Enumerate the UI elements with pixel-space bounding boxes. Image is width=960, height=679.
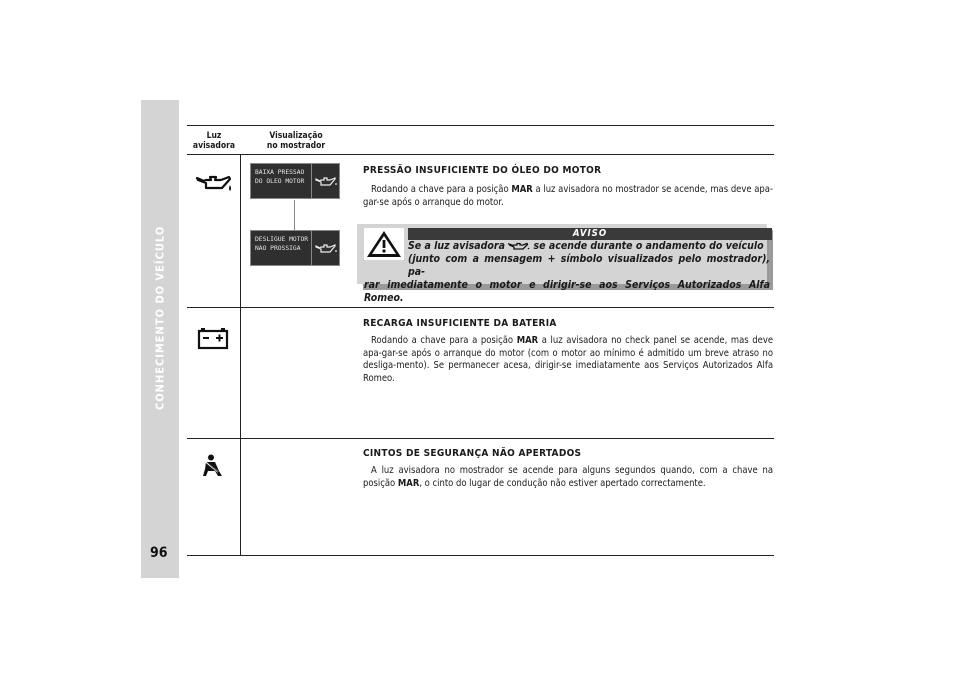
col-header-line: Luz	[206, 131, 222, 141]
display-oil-pressure	[250, 163, 340, 199]
col-header-display	[260, 131, 332, 151]
row-divider	[187, 438, 774, 439]
aviso-line: rar imediatamente o motor e dirigir-se aos Serviços Autorizados Alfa Romeo.	[364, 279, 770, 304]
display-message: DESLIGUE MOTOR NAO PROSSIGA	[255, 236, 309, 252]
aviso-heading: AVISO	[408, 228, 772, 240]
table-bottom-rule	[187, 555, 774, 556]
oil-can-icon	[508, 241, 530, 251]
aviso-text	[364, 240, 770, 305]
oil-can-icon	[311, 231, 339, 265]
seatbelt-icon	[196, 454, 236, 478]
aviso-line	[364, 240, 770, 253]
body-text: Rodando a chave para a posição	[371, 335, 517, 346]
section-body-battery	[363, 335, 773, 385]
display-stop-engine	[250, 230, 340, 266]
col-header-line: no mostrador	[266, 141, 326, 151]
section-title-battery: RECARGA INSUFICIENTE DA BATERIA	[363, 318, 557, 329]
body-text: Rodando a chave para a posição	[371, 184, 512, 195]
body-text: a luz avisadora no check panel se acende, mas deve apa-gar-se após o arranque do motor (com o motor ao mínimo é admitido um breve atraso no desliga-mento). Se permanecer acesa, dirigir-se imediatamente aos Serviços Autorizados Alfa Romeo.	[363, 335, 774, 384]
body-text: a luz avisadora no mostrador se acende, mas deve apa-gar-se após o arranque do motor.	[363, 184, 773, 208]
page-number: 96	[150, 545, 168, 561]
table-top-rule	[187, 125, 774, 126]
table-header-rule	[187, 154, 774, 155]
aviso-text-part: Se a luz avisadora	[408, 240, 509, 252]
oil-can-icon	[194, 172, 234, 196]
sidebar	[141, 100, 179, 578]
key-position: MAR	[511, 184, 533, 195]
section-title-seatbelt: CINTOS DE SEGURANÇA NÃO APERTADOS	[363, 448, 582, 459]
col-header-warning-light	[190, 131, 238, 151]
display-connector	[294, 200, 295, 230]
display-message: BAIXA PRESSAO DO OLEO MOTOR	[255, 169, 305, 185]
sidebar-title: CONHECIMENTO DO VEÍCULO	[153, 225, 167, 410]
battery-icon	[195, 326, 235, 350]
row-divider	[187, 307, 774, 308]
key-position: MAR	[516, 335, 539, 346]
body-text: A luz avisadora no mostrador se acende para alguns segundos quando, com a chave na posição	[363, 465, 773, 489]
aviso-text-part: se acende durante o andamento do veículo	[530, 240, 764, 252]
col-header-line: avisadora	[192, 141, 236, 151]
key-position: MAR	[397, 477, 420, 489]
section-body-oil	[363, 184, 773, 209]
body-text: , o cinto do lugar de condução não estiver apertado correctamente.	[419, 477, 706, 489]
section-title-oil: PRESSÃO INSUFICIENTE DO ÓLEO DO MOTOR	[363, 165, 602, 176]
col-header-line: Visualização	[269, 131, 323, 141]
column-divider	[240, 154, 241, 556]
oil-can-icon	[311, 164, 339, 198]
section-body-seatbelt	[363, 465, 773, 490]
aviso-line: (junto com a mensagem + símbolo visualizados pelo mostrador), pa-	[408, 253, 770, 278]
